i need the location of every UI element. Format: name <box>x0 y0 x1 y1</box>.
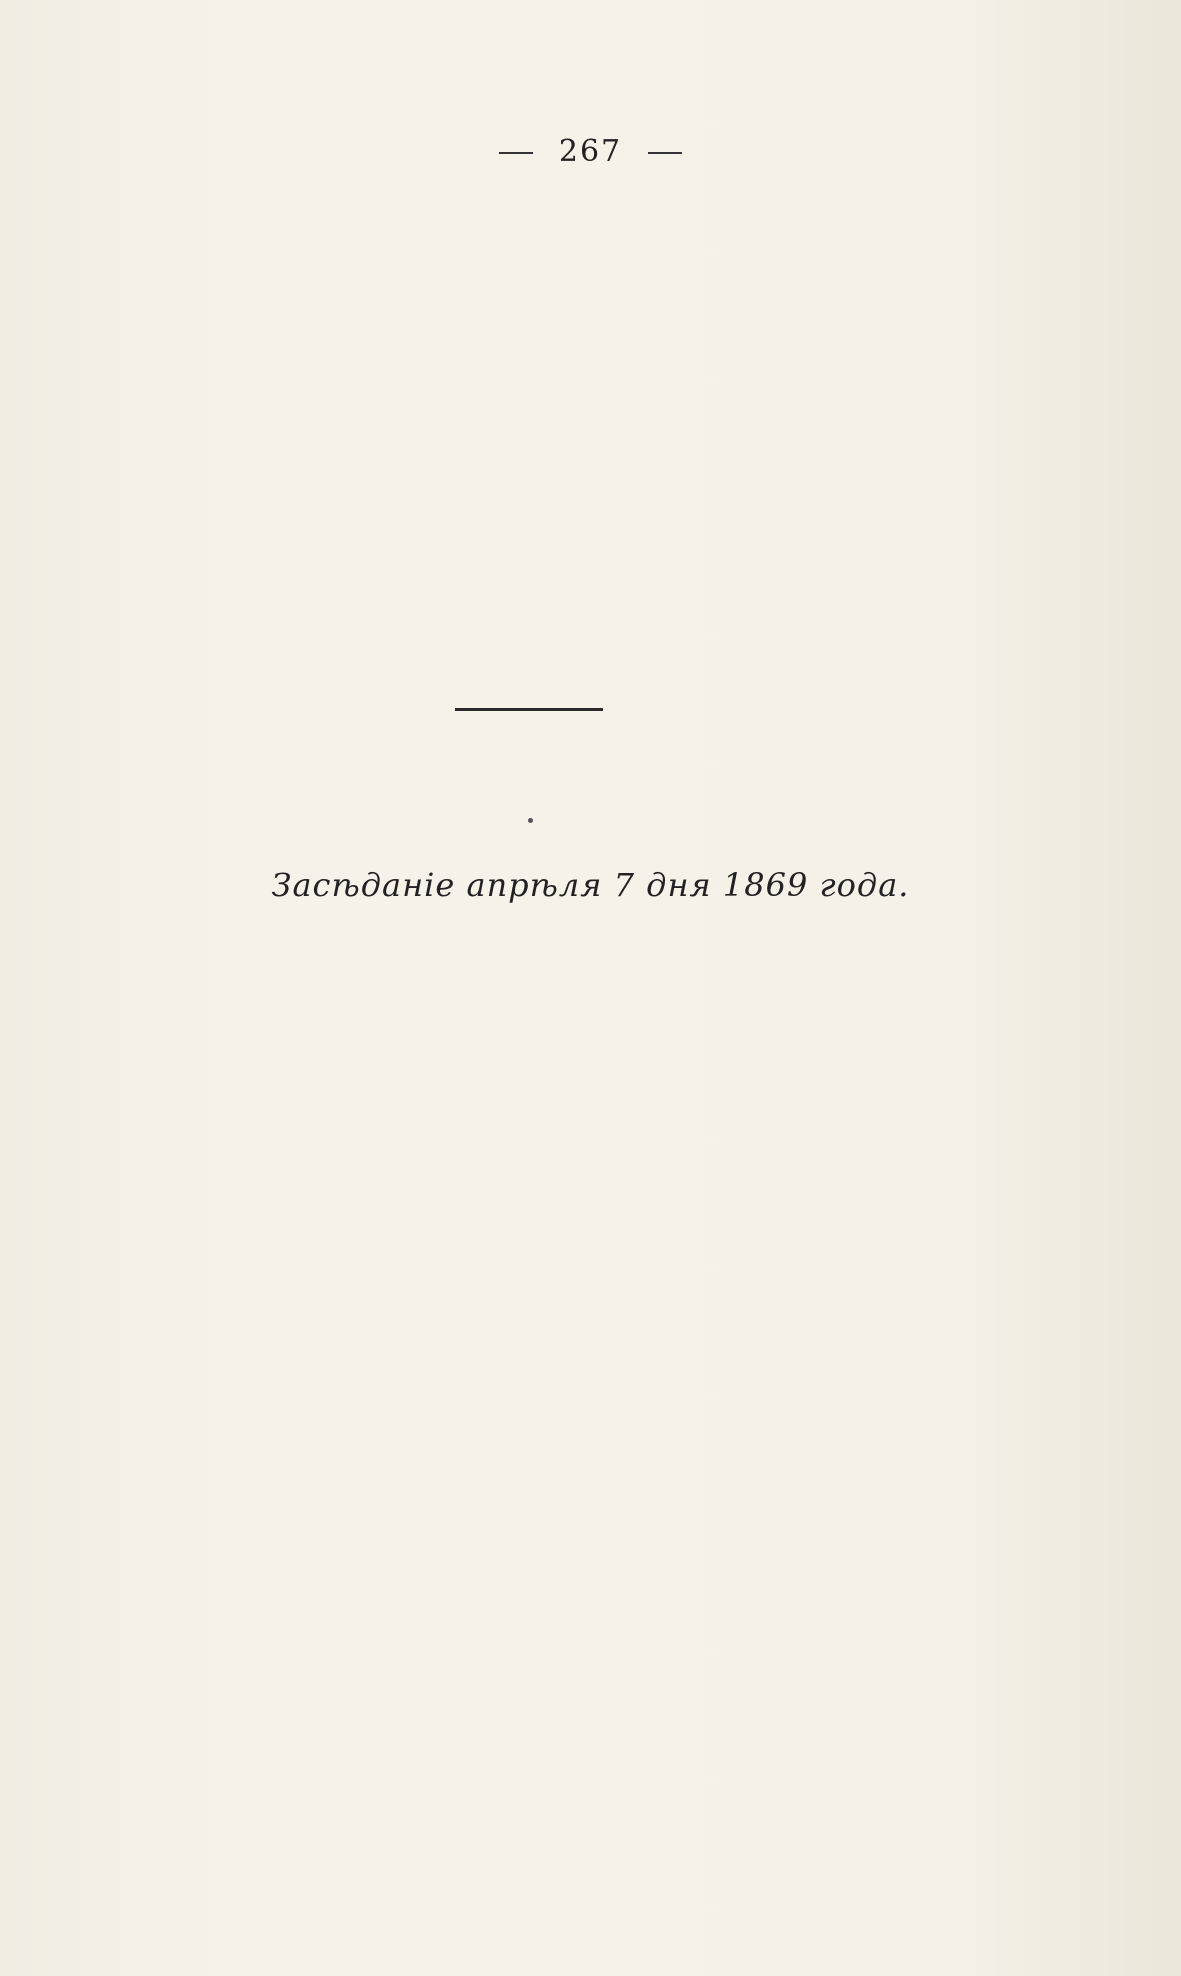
print-speck <box>528 818 533 823</box>
page-number: 267 <box>558 134 623 169</box>
page-number-dash-right <box>648 152 682 154</box>
page-header <box>0 134 1181 169</box>
page-number-dash-left <box>499 152 533 154</box>
section-divider <box>455 708 603 711</box>
session-title: Засѣданіе апрѣля 7 дня 1869 года. <box>271 866 910 904</box>
